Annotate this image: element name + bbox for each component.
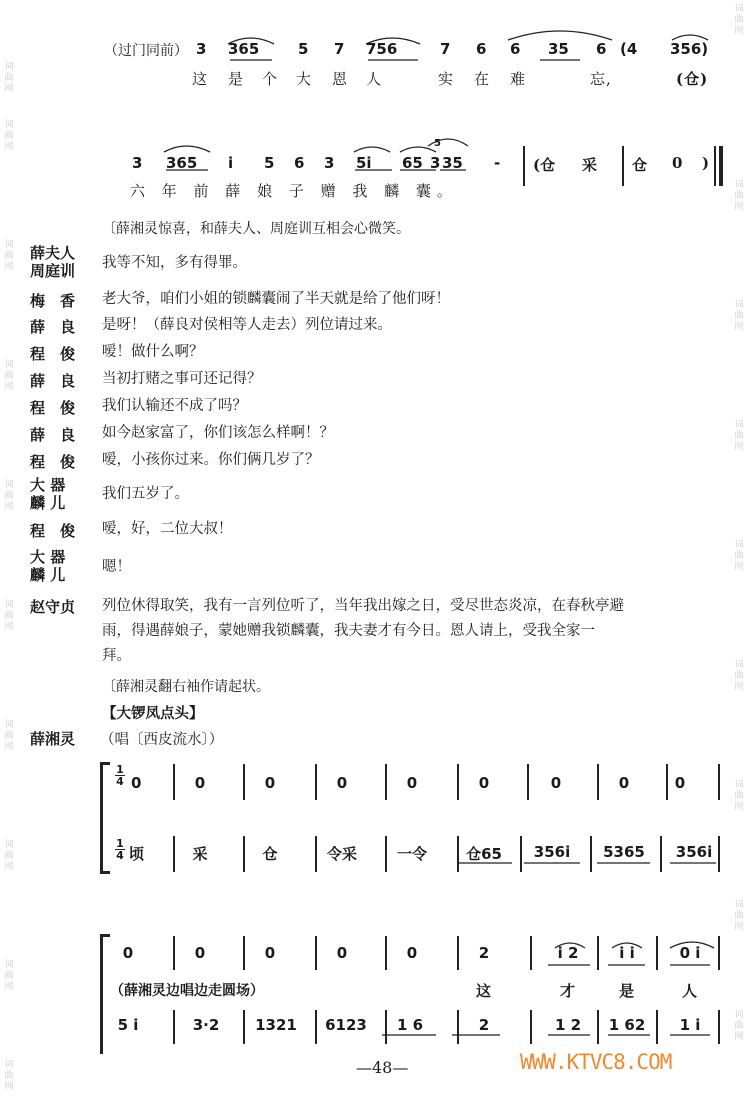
upper-note: 0	[264, 944, 276, 962]
upper-note: 0	[550, 774, 562, 792]
speaker-name: 大 器 麟 儿	[30, 548, 66, 584]
barline	[173, 1010, 175, 1044]
barline	[656, 1010, 658, 1044]
system-bracket	[100, 871, 110, 874]
barline	[315, 836, 317, 872]
site-url: WWW.KTVC8.COM	[520, 1050, 672, 1074]
system-bracket	[100, 934, 110, 937]
lyric: 难	[510, 70, 527, 88]
speaker-name: 程 俊	[30, 345, 76, 363]
watermark: 词曲网	[4, 62, 14, 94]
lyric: 这	[192, 70, 209, 88]
dialogue-line: 列位休得取笑，我有一言列位听了，当年我出嫁之日，受尽世态炎凉，在春秋亭避 雨，得遇薛娘子，蒙她赠我锁麟囊，我夫妻才有今日。恩人请上，受我全家一 拜。	[102, 598, 624, 664]
watermark: 词曲网	[4, 360, 14, 392]
note: 356)	[670, 40, 709, 58]
upper-note: 0	[406, 774, 418, 792]
lyric-line: 六 年 前 薛 娘 子 赠 我 麟 囊。	[130, 182, 458, 200]
lower-cell: 仓65	[466, 845, 502, 863]
barline	[523, 146, 525, 186]
upper-note: 0	[264, 774, 276, 792]
lower-cell: 采	[192, 845, 208, 863]
barline	[315, 936, 317, 970]
note: 3	[132, 154, 143, 172]
watermark: 词曲网	[734, 420, 744, 452]
lyric: 是	[228, 70, 245, 88]
note: 365	[166, 154, 198, 172]
upper-note: 0	[336, 944, 348, 962]
watermark: 词曲网	[734, 180, 744, 212]
barline	[656, 936, 658, 970]
barline	[597, 1010, 599, 1044]
time-signature	[115, 764, 125, 787]
note: 6	[596, 40, 607, 58]
note: (4	[620, 40, 638, 58]
lyric: 忘,	[590, 70, 612, 88]
lower-cell: 5 i	[117, 1016, 139, 1034]
dialogue-line: 如今赵家富了，你们该怎么样啊！？	[102, 425, 334, 441]
barline	[385, 936, 387, 970]
watermark: 词曲网	[734, 300, 744, 332]
barline	[622, 146, 624, 186]
barline	[385, 836, 387, 872]
singer-name: 薛湘灵	[30, 730, 76, 748]
intro-label: （过门同前）	[104, 43, 188, 59]
watermark: 词曲网	[4, 1060, 14, 1092]
note: -	[494, 154, 501, 172]
watermark: 词曲网	[4, 840, 14, 872]
watermark: 词曲网	[734, 540, 744, 572]
barline	[590, 836, 592, 872]
dialogue-line: 我们认输还不成了吗？	[102, 398, 247, 414]
barline	[718, 936, 720, 970]
stage-direction: （薛湘灵边唱边走圆场）	[110, 983, 264, 999]
percussion: )	[702, 154, 710, 172]
dialogue-line: 我等不知，多有得罪。	[102, 255, 247, 271]
watermark: 词曲网	[4, 240, 14, 272]
lower-cell: 1 i	[679, 1016, 701, 1034]
barline	[243, 764, 245, 800]
note: 7	[440, 40, 451, 58]
dialogue-line: 嗯！	[102, 559, 131, 575]
watermark: 词曲网	[4, 720, 14, 752]
barline	[385, 1010, 387, 1044]
note: 5i	[356, 154, 372, 172]
dialogue-line: 嗳！做什么啊？	[102, 344, 204, 360]
upper-note: 0	[131, 774, 142, 792]
lyric: 恩	[332, 70, 349, 88]
lower-cell: 356i	[533, 843, 571, 861]
time-sig-num: 1	[116, 837, 124, 850]
percussion: (仓	[533, 156, 556, 174]
upper-note: 0	[674, 774, 686, 792]
watermark: 词曲网	[4, 600, 14, 632]
barline	[457, 836, 459, 872]
dialogue-line: 当初打赌之事可还记得？	[102, 371, 262, 387]
time-sig-num: 1	[116, 763, 124, 776]
barline	[243, 836, 245, 872]
note: 6	[510, 40, 521, 58]
upper-note: i 2	[557, 944, 579, 962]
percussion: 采	[582, 156, 598, 174]
note: 6	[476, 40, 487, 58]
barline	[457, 936, 459, 970]
dialogue-line: 我们五岁了。	[102, 486, 189, 502]
upper-note: 0	[618, 774, 630, 792]
tune-label: 【大锣凤点头】	[102, 705, 204, 722]
lower-cell: 2	[478, 1016, 490, 1034]
barline	[457, 1010, 459, 1044]
barline	[597, 936, 599, 970]
lower-cell: 6123	[325, 1016, 367, 1034]
barline	[173, 936, 175, 970]
lyric: 才	[559, 982, 576, 1000]
lower-cell: 一令	[396, 845, 427, 863]
barline	[173, 764, 175, 800]
time-sig-den: 4	[116, 849, 124, 862]
lower-cell: 1 2	[554, 1016, 582, 1034]
final-barline	[719, 146, 723, 186]
lower-cell: 1 62	[608, 1016, 646, 1034]
barline	[457, 764, 459, 800]
note: 7	[334, 40, 345, 58]
note: 65	[402, 154, 423, 172]
upper-note: 0	[194, 944, 206, 962]
lower-cell: 356i	[675, 843, 713, 861]
system-bracket	[100, 762, 103, 874]
system-bracket	[100, 762, 110, 765]
note: 365	[228, 40, 260, 58]
note: 756	[366, 40, 398, 58]
note: 35	[442, 154, 463, 172]
upper-note: 0 i	[679, 944, 701, 962]
note: 3	[324, 154, 335, 172]
barline	[520, 836, 522, 872]
barline	[527, 764, 529, 800]
barline	[243, 936, 245, 970]
grace-note: 5	[434, 138, 441, 149]
barline	[385, 764, 387, 800]
lyric: 个	[262, 70, 279, 88]
stage-direction: 〔薛湘灵惊喜，和薛夫人、周庭训互相会心微笑。	[102, 221, 410, 237]
watermark: 词曲网	[4, 960, 14, 992]
upper-note: 2	[478, 944, 490, 962]
note: 5	[264, 154, 275, 172]
sing-instruction: （唱〔西皮流水〕）	[100, 732, 224, 748]
barline	[530, 936, 532, 970]
barline	[718, 1010, 720, 1044]
note: i	[228, 154, 234, 172]
speaker-name: 大 器 麟 儿	[30, 476, 66, 512]
barline	[315, 1010, 317, 1044]
dialogue-line: 是呀！（薛良对侯相等人走去）列位请过来。	[102, 317, 392, 333]
barline	[718, 836, 720, 872]
barline	[718, 764, 720, 800]
speaker-name: 薛 良	[30, 318, 76, 336]
upper-note: 0	[336, 774, 348, 792]
lower-cell: 1321	[255, 1016, 297, 1034]
speaker-name: 程 俊	[30, 522, 76, 540]
watermark: 词曲网	[734, 780, 744, 812]
lower-cell: 令采	[326, 845, 357, 863]
percussion: 0	[672, 154, 683, 172]
speaker-name: 薛夫人 周庭训	[30, 244, 76, 280]
page-number: —48—	[356, 1058, 409, 1077]
dialogue-line: 嗳，好，二位大叔！	[102, 521, 233, 537]
speaker-name: 薛 良	[30, 372, 76, 390]
lyric: 人	[681, 982, 698, 1000]
note: 3	[196, 40, 207, 58]
speaker-name: 程 俊	[30, 453, 76, 471]
watermark: 词曲网	[4, 480, 14, 512]
upper-note: 0	[406, 944, 418, 962]
barline	[666, 764, 668, 800]
lyric: (仓)	[676, 70, 709, 88]
barline	[243, 1010, 245, 1044]
percussion: 仓	[632, 156, 648, 174]
lower-cell: 3·2	[192, 1016, 220, 1034]
barline	[530, 1010, 532, 1044]
lyric: 在	[474, 70, 491, 88]
stage-direction: 〔薛湘灵翻右袖作请起状。	[102, 679, 270, 695]
barline	[173, 836, 175, 872]
barline	[660, 836, 662, 872]
lyric: 大	[296, 70, 313, 88]
upper-note: 0	[122, 944, 134, 962]
lyric: 人	[366, 70, 383, 88]
upper-note: i i	[619, 944, 635, 962]
watermark: 词曲网	[734, 900, 744, 932]
upper-note: 0	[194, 774, 206, 792]
lyric: 这	[475, 982, 492, 1000]
time-sig-den: 4	[116, 775, 124, 788]
barline	[714, 146, 716, 186]
watermark: 词曲网	[734, 1010, 744, 1042]
barline	[597, 764, 599, 800]
lower-cell: 1 6	[396, 1016, 424, 1034]
lyric: 实	[438, 70, 455, 88]
lyric: 是	[618, 982, 635, 1000]
note: 6	[294, 154, 305, 172]
barline	[315, 764, 317, 800]
note: 5	[298, 40, 309, 58]
watermark: 词曲网	[4, 120, 14, 152]
time-signature	[115, 838, 125, 861]
lower-cell: 5365	[603, 843, 645, 861]
note: 35	[548, 40, 569, 58]
dialogue-line: 老大爷，咱们小姐的锁麟囊闹了半天就是给了他们呀！	[102, 291, 450, 307]
lower-cell: 仓	[262, 845, 278, 863]
speaker-name: 薛 良	[30, 426, 76, 444]
note: 3	[430, 154, 441, 172]
upper-note: 0	[478, 774, 490, 792]
watermark: 词曲网	[734, 4, 744, 36]
speaker-name: 赵守贞	[30, 598, 76, 616]
watermark: 词曲网	[734, 660, 744, 692]
lower-cell: 顷	[129, 845, 145, 863]
speaker-name: 程 俊	[30, 399, 76, 417]
speaker-name: 梅 香	[30, 292, 76, 310]
dialogue-line: 嗳，小孩你过来。你们俩几岁了？	[102, 452, 320, 468]
